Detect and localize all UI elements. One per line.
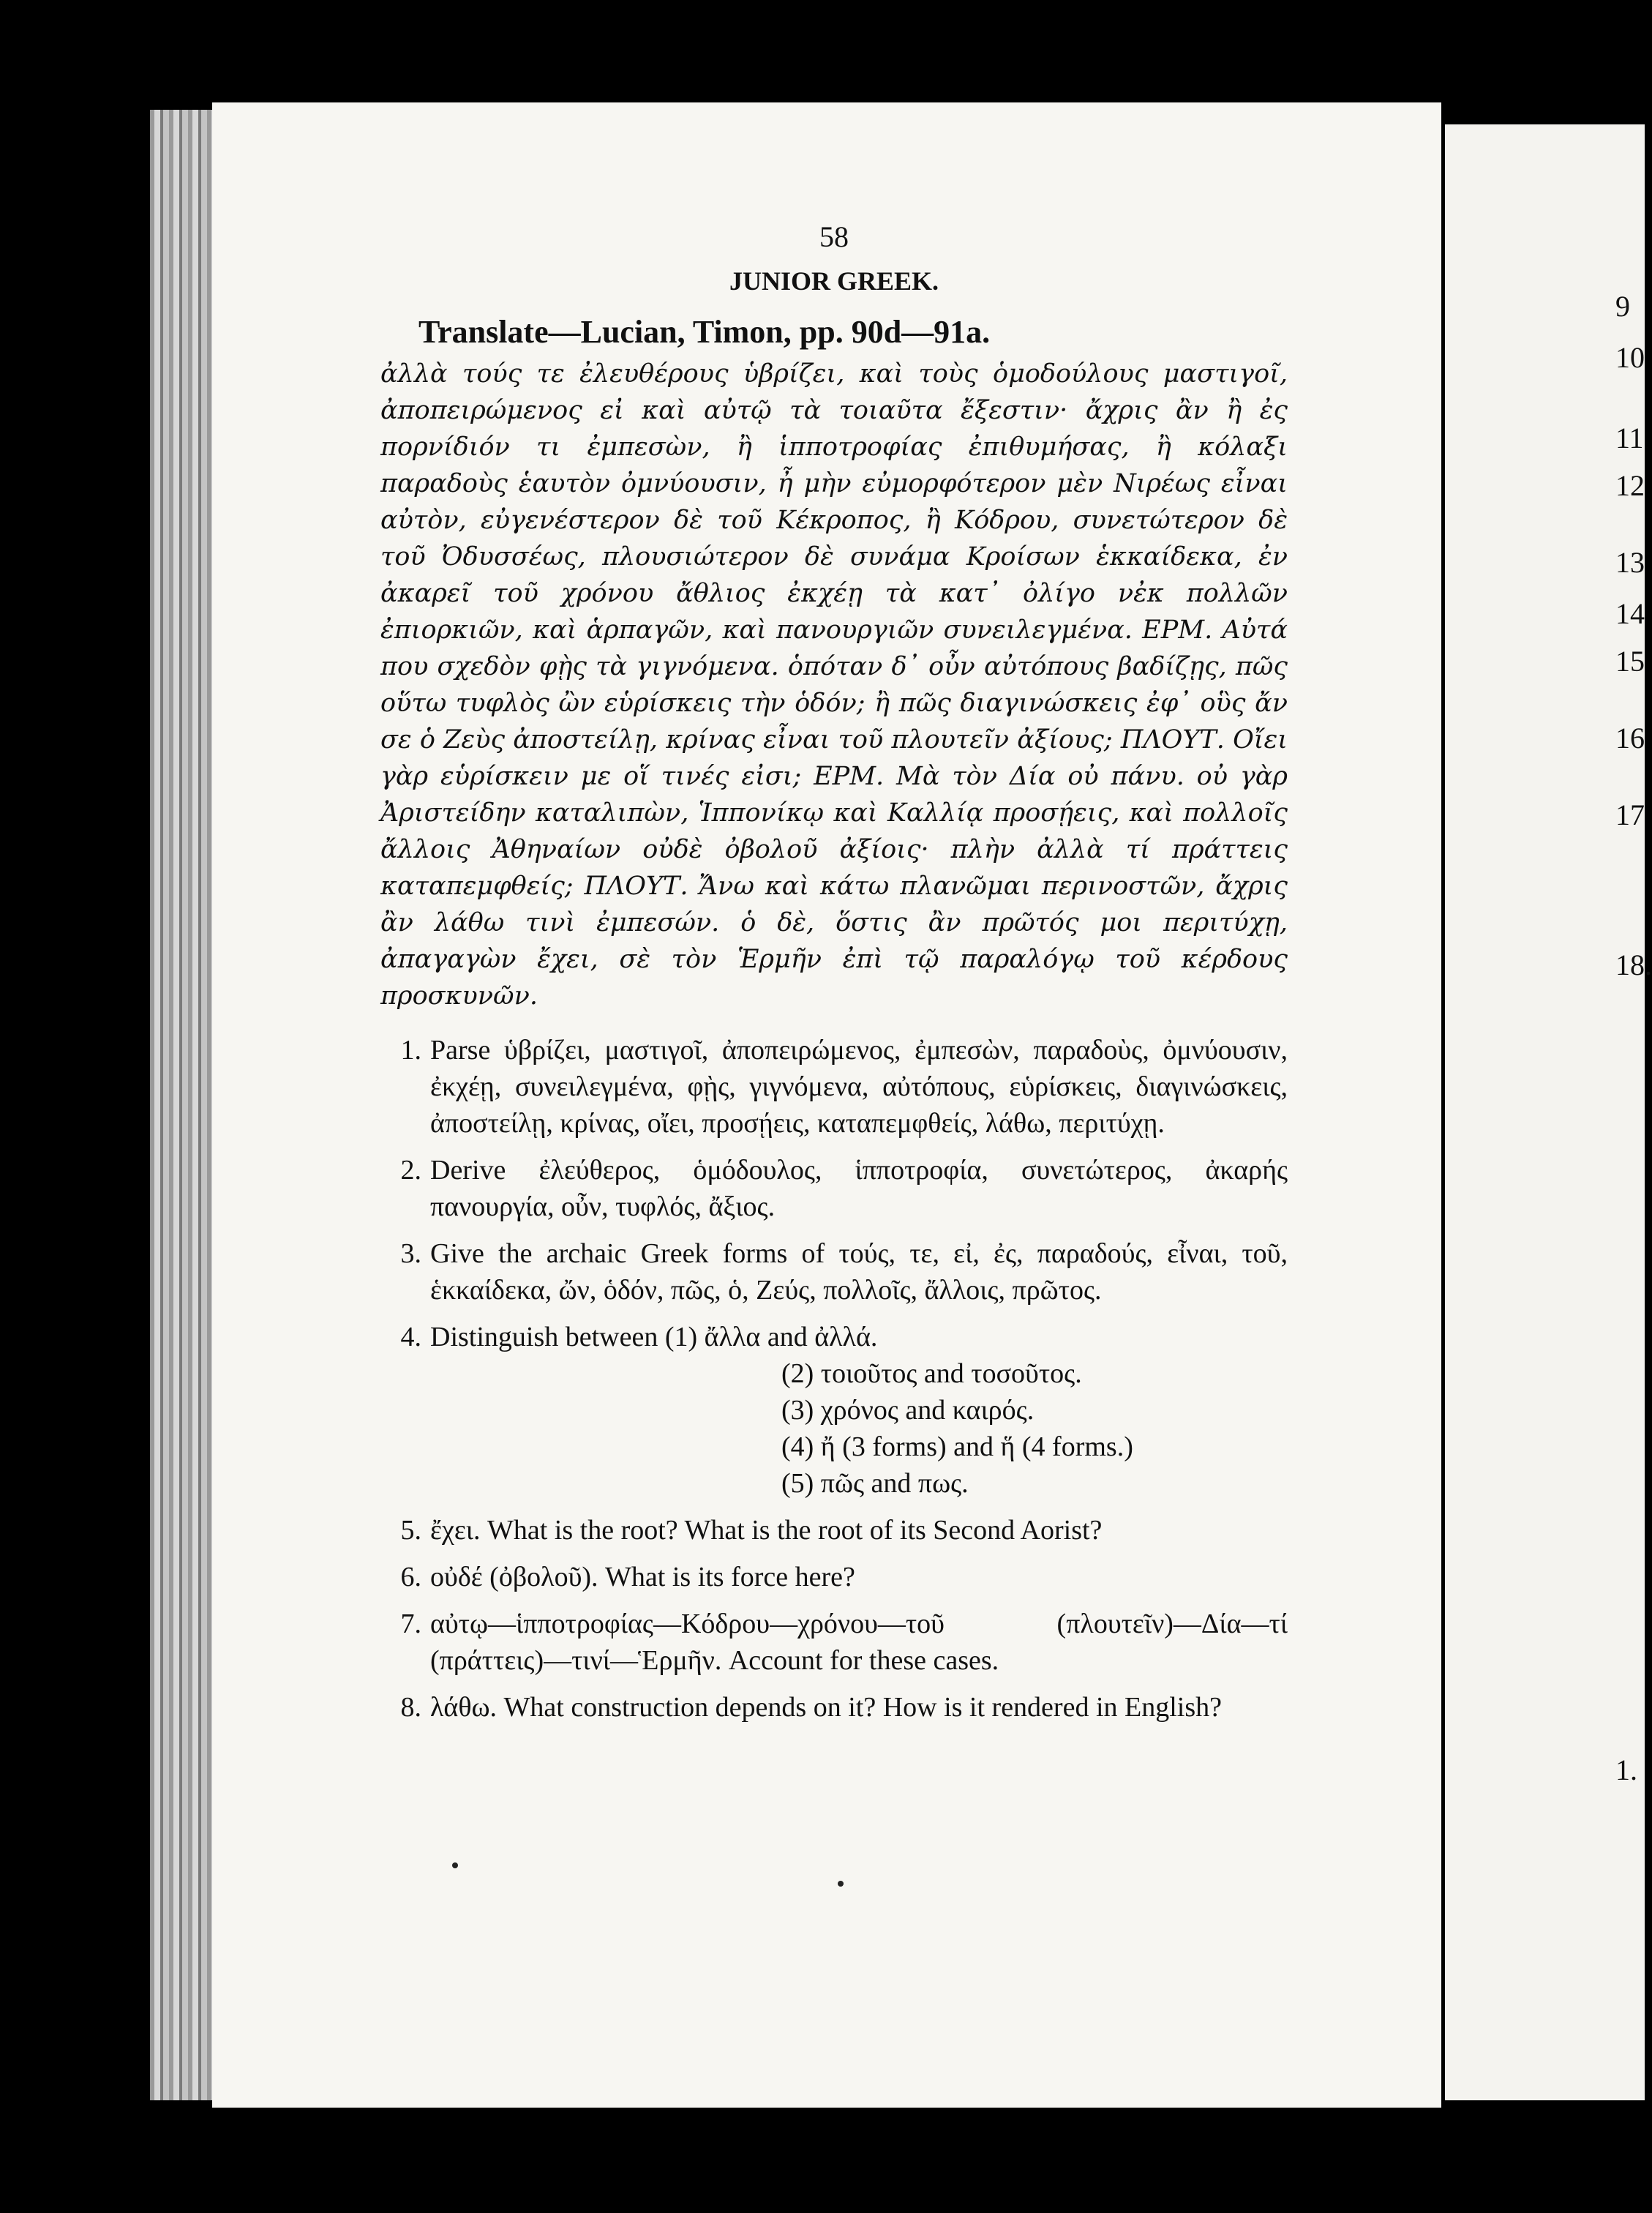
question-item <box>380 1319 1288 1502</box>
question-number: 3. <box>400 1238 421 1269</box>
question-item <box>380 1152 1288 1225</box>
right-page-number: 17 <box>1615 798 1645 831</box>
translation-instruction: Translate—Lucian, Timon, pp. 90d—91a. <box>418 314 991 350</box>
page-number: 58 <box>819 220 849 253</box>
right-page-number: 11 <box>1615 422 1644 454</box>
question-subpart: (2) τοιοῦτος and τοσοῦτος. <box>781 1358 1082 1389</box>
right-page-number: 18. <box>1615 948 1652 981</box>
question-text: οὐδέ (ὀβολοῦ). What is its force here? <box>430 1562 855 1592</box>
question-item <box>380 1512 1288 1549</box>
question-number: 2. <box>400 1155 421 1186</box>
question-number: 4. <box>400 1322 421 1352</box>
question-subpart: (3) χρόνος and καιρός. <box>781 1395 1035 1426</box>
question-item <box>380 1235 1288 1308</box>
greek-passage: ἀλλὰ τούς τε ἐλευθέρους ὑβρίζει, καὶ τοὺς ὁμοδούλους μαστιγοῖ, ἀποπειρώμενος εἰ καὶ αὐτῷ τὰ τοιαῦτα ἔξεστιν· ἄχρις ἂν ἢ ἐς πορνίδιόν τι ἐμπεσὼν, ἢ ἱπποτροφίας ἐπιθυμήσας, ἢ κόλαξι παραδοὺς ἑαυτὸν ὀμνύουσιν, ἦ μὴν εὐμορφότερον μὲν Νιρέως εἶναι αὐτὸν, εὐγενέστερον δὲ τοῦ Κέκροπος, ἢ Κόδρου, συνετώτερον δὲ τοῦ Ὀδυσσέως, πλουσιώτερον δὲ συνάμα Κροίσων ἑκκαίδεκα, ἐν ἀκαρεῖ τοῦ χρόνου ἄθλιος ἐκχέῃ τὰ κατ᾽ ὀλίγο νἐκ πολλῶν ἐπιορκιῶν, καὶ ἁρπαγῶν, καὶ πανουργιῶν συνειλεγμένα. ΕΡΜ. Αὐτά που σχεδὸν φῂς τὰ γιγνόμενα. ὁπόταν δ᾽ οὖν αὐτόπους βαδίζῃς, πῶς οὕτω τυφλὸς ὢν εὑρίσκεις τὴν ὁδόν; ἢ πῶς διαγινώσκεις ἐφ᾽ οὓς ἄν σε ὁ Ζεὺς ἀποστείλῃ, κρίνας εἶναι τοῦ πλουτεῖν ἀξίους; ΠΛΟΥΤ. Οἴει γὰρ εὑρίσκειν με οἵ τινές εἰσι; ΕΡΜ. Μὰ τὸν Δία οὐ πάνυ. οὐ γὰρ Ἀριστείδην καταλιπὼν, Ἱππονίκῳ καὶ Καλλίᾳ προσῄεις, καὶ πολλοῖς ἄλλοις Ἀθηναίων οὐδὲ ὀβολοῦ ἀξίοις· πλὴν ἀλλὰ τί πράττεις καταπεμφθείς; ΠΛΟΥΤ. Ἄνω καὶ κάτω πλανῶμαι περινοστῶν, ἄχρις ἂν λάθω τινὶ ἐμπεσών. ὁ δὲ, ὅστις ἂν πρῶτός μοι περιτύχῃ, ἀπαγαγὼν ἔχει, σὲ τὸν Ἑρμῆν ἐπὶ τῷ παραλόγῳ τοῦ κέρδους προσκυνῶν. <box>380 359 1288 1011</box>
page-heading: JUNIOR GREEK. <box>729 266 939 296</box>
right-page-number: 9 <box>1615 290 1630 323</box>
question-text: λάθω. What construction depends on it? How is it rendered in English? <box>430 1692 1222 1723</box>
question-number: 1. <box>400 1035 421 1066</box>
question-item <box>380 1689 1288 1726</box>
question-text: Give the archaic Greek forms of τούς, τε, εἰ, ἐς, παραδούς, εἶναι, τοῦ, ἑκκαίδεκα, ὤν, ὁδόν, πῶς, ὁ, Ζεύς, πολλοῖς, ἄλλοις, πρῶτος. <box>430 1238 1288 1306</box>
right-page-number: 10 <box>1615 341 1645 374</box>
question-number: 8. <box>400 1692 421 1723</box>
right-page-number: 15 <box>1615 645 1645 678</box>
question-number: 6. <box>400 1562 421 1592</box>
question-text: Derive ἐλεύθερος, ὁμόδουλος, ἱπποτροφία, συνετώτερος, ἀκαρής πανουργία, οὖν, τυφλός, ἄξιος. <box>430 1155 1288 1222</box>
right-page-number: 16 <box>1615 722 1645 754</box>
question-item <box>380 1032 1288 1142</box>
ink-spot <box>452 1862 458 1868</box>
book-spine-edge <box>150 110 219 2100</box>
question-text: ἔχει. What is the root? What is the root of its Second Aorist? <box>430 1515 1103 1546</box>
question-subparts <box>781 1355 1288 1502</box>
right-page-number: 13 <box>1615 546 1645 579</box>
question-text: Distinguish between (1) ἄλλα and ἀλλά. <box>430 1322 878 1352</box>
question-number: 7. <box>400 1609 421 1639</box>
right-page-number: 14 <box>1615 597 1645 630</box>
question-list <box>380 1032 1288 1726</box>
question-number: 5. <box>400 1515 421 1546</box>
question-item <box>380 1606 1288 1679</box>
page-content <box>380 220 1288 1736</box>
question-subpart: (4) ἤ (3 forms) and ἥ (4 forms.) <box>781 1431 1133 1462</box>
question-subpart: (5) πῶς and πως. <box>781 1468 969 1499</box>
question-text: Parse ὑβρίζει, μαστιγοῖ, ἀποπειρώμενος, ἐμπεσὼν, παραδοὺς, ὀμνύουσιν, ἐκχέῃ, συνειλεγμένα, φῂς, γιγνόμενα, αὐτόπους, εὑρίσκεις, διαγινώσκεις, ἀποστείλῃ, κρίνας, οἴει, προσῄεις, καταπεμφθείς, λάθω, περιτύχῃ. <box>430 1035 1288 1139</box>
question-text: αὐτῳ—ἱπποτροφίας—Κόδρου—χρόνου—τοῦ (πλουτεῖν)—Δία—τί (πράττεις)—τινί—Ἑρμῆν. Account for these cases. <box>430 1609 1288 1676</box>
ink-spot <box>838 1881 844 1887</box>
right-page-number: 12 <box>1615 469 1645 502</box>
right-page-number: 1. <box>1615 1753 1637 1786</box>
question-item <box>380 1559 1288 1595</box>
